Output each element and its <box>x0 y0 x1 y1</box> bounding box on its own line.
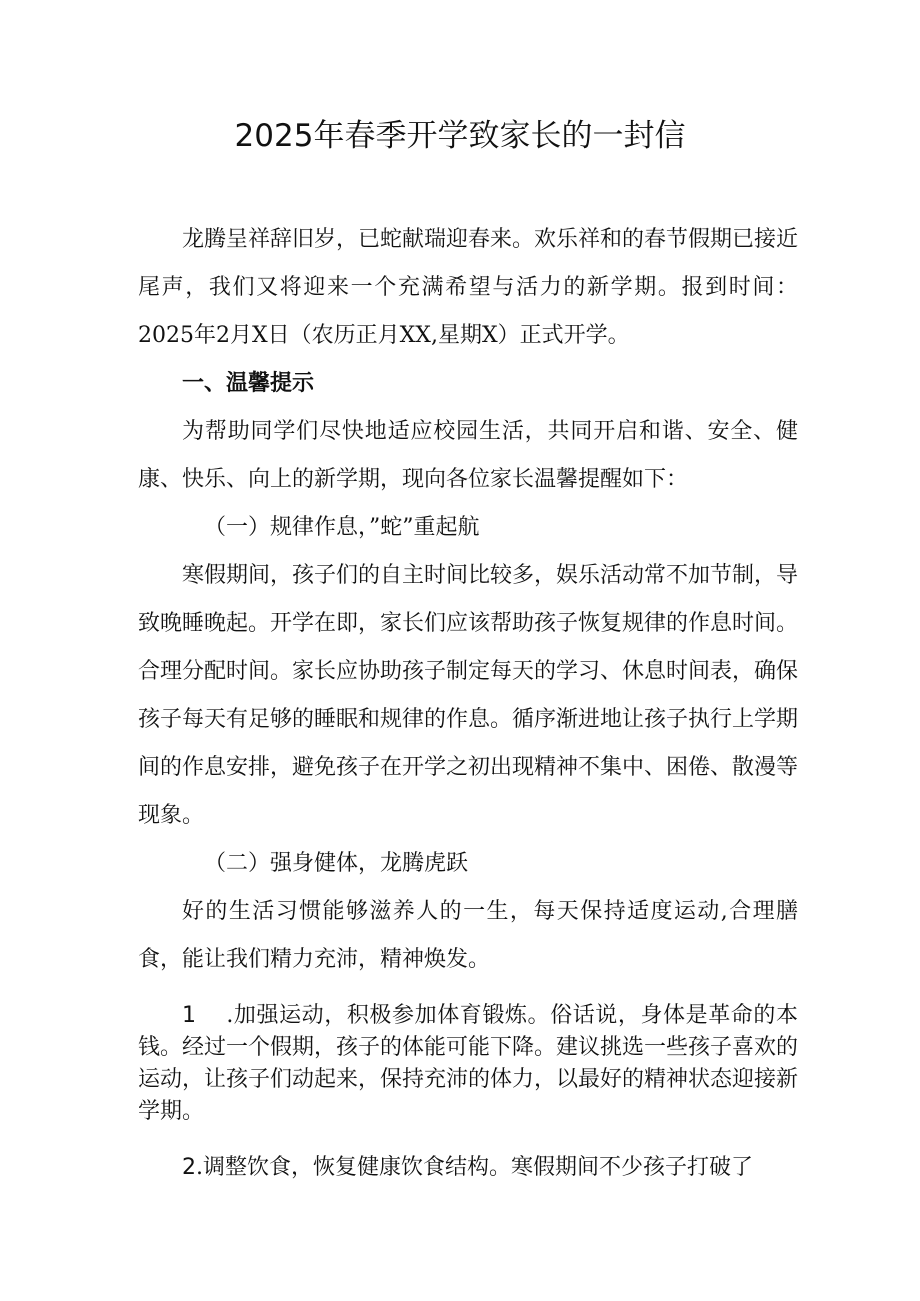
section-heading-tips: 一、温馨提示 <box>182 371 315 396</box>
list-item-exercise <box>138 1000 798 1128</box>
list-item-text: .加强运动，积极参加体育锻炼。俗话说，身体是革命的本钱。经过一个假期，孩子的体能可能下降。建议挑选一些孩子喜欢的运动，让孩子们动起来，保持充沛的体力，以最好的精神状态迎接新学期。 <box>138 1003 799 1124</box>
list-item-diet <box>138 1144 798 1192</box>
routine-paragraph: 寒假期间，孩子们的自主时间比较多，娱乐活动常不加节制，导致晚睡晚起。开学在即，家长们应该帮助孩子恢复规律的作息时间。合理分配时间。家长应协助孩子制定每天的学习、休息时间表，确保孩子每天有足够的睡眠和规律的作息。循序渐进地让孩子执行上学期间的作息安排，避免孩子在开学之初出现精神不集中、困倦、散漫等现象。 <box>138 563 799 828</box>
subheading-routine: （一）规律作息，”蛇”重起航 <box>204 515 480 540</box>
document-body <box>138 216 798 1192</box>
list-item-number: 1 <box>182 1003 227 1028</box>
list-item-number: 2 <box>182 1155 196 1180</box>
document-title: 2025年春季开学致家长的一封信 <box>234 118 686 154</box>
intro-paragraph: 龙腾呈祥辞旧岁，已蛇献瑞迎春来。欢乐祥和的春节假期已接近尾声，我们又将迎来一个充满希望与活力的新学期。报到时间：2025年2月X日（农历正月XX,星期X）正式开学。 <box>138 227 799 348</box>
list-item-text: .调整饮食，恢复健康饮食结构。寒假期间不少孩子打破了 <box>196 1155 753 1180</box>
section-intro-paragraph: 为帮助同学们尽快地适应校园生活，共同开启和谐、安全、健康、快乐、向上的新学期，现向各位家长温馨提醒如下： <box>138 419 798 492</box>
subheading-fitness: （二）强身健体，龙腾虎跃 <box>204 851 469 876</box>
fitness-paragraph: 好的生活习惯能够滋养人的一生，每天保持适度运动,合理膳食，能让我们精力充沛，精神焕发。 <box>138 899 798 972</box>
